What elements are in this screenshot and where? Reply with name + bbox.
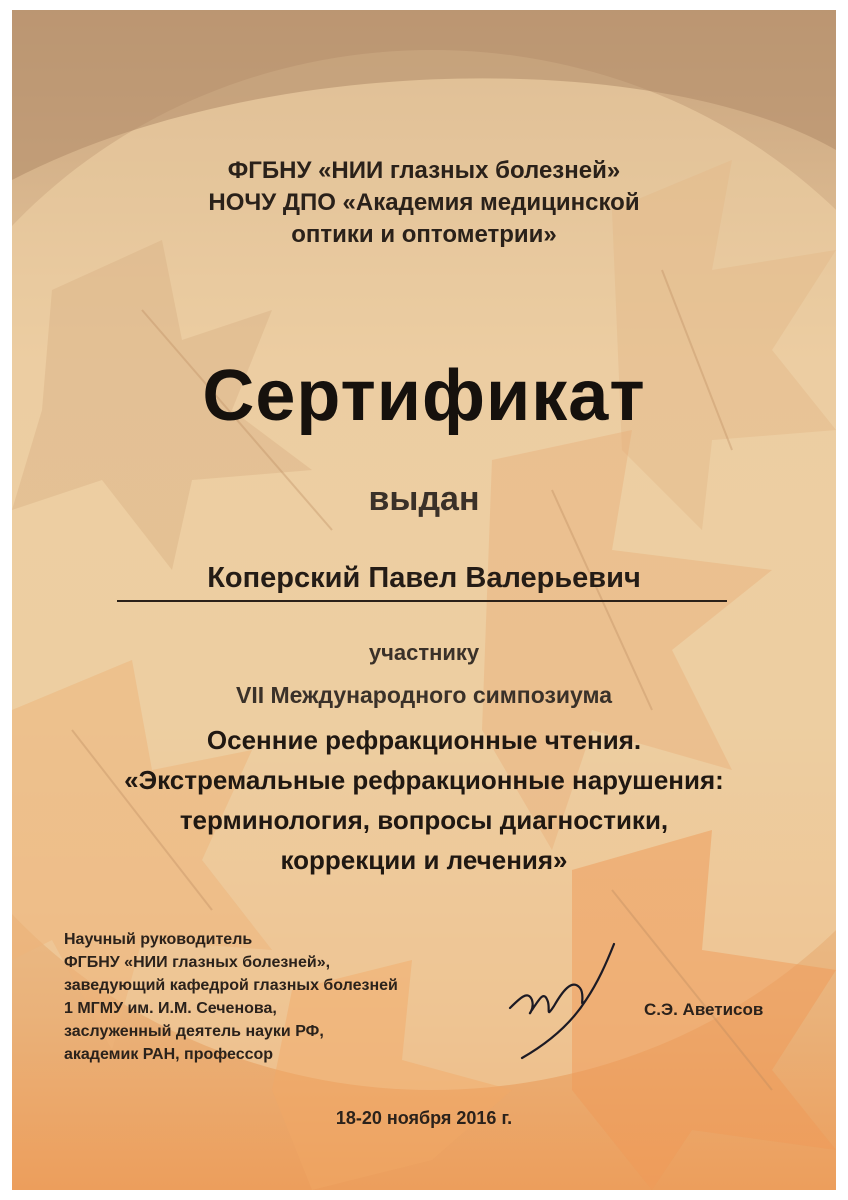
- supervisor-credentials: [64, 928, 398, 1066]
- supervisor-line: ФГБНУ «НИИ глазных болезней»,: [64, 954, 331, 971]
- organization-line: оптики и оптометрии»: [291, 221, 557, 248]
- name-underline: [117, 600, 727, 602]
- signer-name: С.Э. Аветисов: [644, 1000, 764, 1019]
- supervisor-line: заслуженный деятель науки РФ,: [64, 1023, 324, 1040]
- recipient-name: Коперский Павел Валерьевич: [207, 562, 641, 594]
- topic-line: «Экстремальные рефракционные нарушения:: [124, 765, 724, 795]
- certificate-sheet: [12, 10, 836, 1190]
- supervisor-line: заведующий кафедрой глазных болезней: [64, 977, 398, 994]
- event-date: 18-20 ноября 2016 г.: [335, 1108, 513, 1128]
- handwritten-signature: [502, 938, 622, 1063]
- supervisor-line: академик РАН, профессор: [64, 1046, 274, 1063]
- supervisor-line: 1 МГМУ им. И.М. Сеченова,: [64, 1000, 277, 1017]
- organization-line: ФГБНУ «НИИ глазных болезней»: [227, 157, 621, 184]
- participant-label: участнику: [368, 640, 480, 665]
- issued-label: выдан: [368, 480, 480, 518]
- topic-line: Осенние рефракционные чтения.: [206, 725, 642, 755]
- topic-line: коррекции и лечения»: [280, 845, 568, 875]
- symposium-topic: [12, 720, 836, 880]
- supervisor-line: Научный руководитель: [64, 931, 253, 948]
- symposium-name: VII Международного симпозиума: [235, 682, 613, 708]
- certificate-title: Сертификат: [202, 356, 646, 436]
- topic-line: терминология, вопросы диагностики,: [179, 805, 669, 835]
- organization-line: НОЧУ ДПО «Академия медицинской: [208, 189, 640, 216]
- issuing-organizations: [12, 155, 836, 251]
